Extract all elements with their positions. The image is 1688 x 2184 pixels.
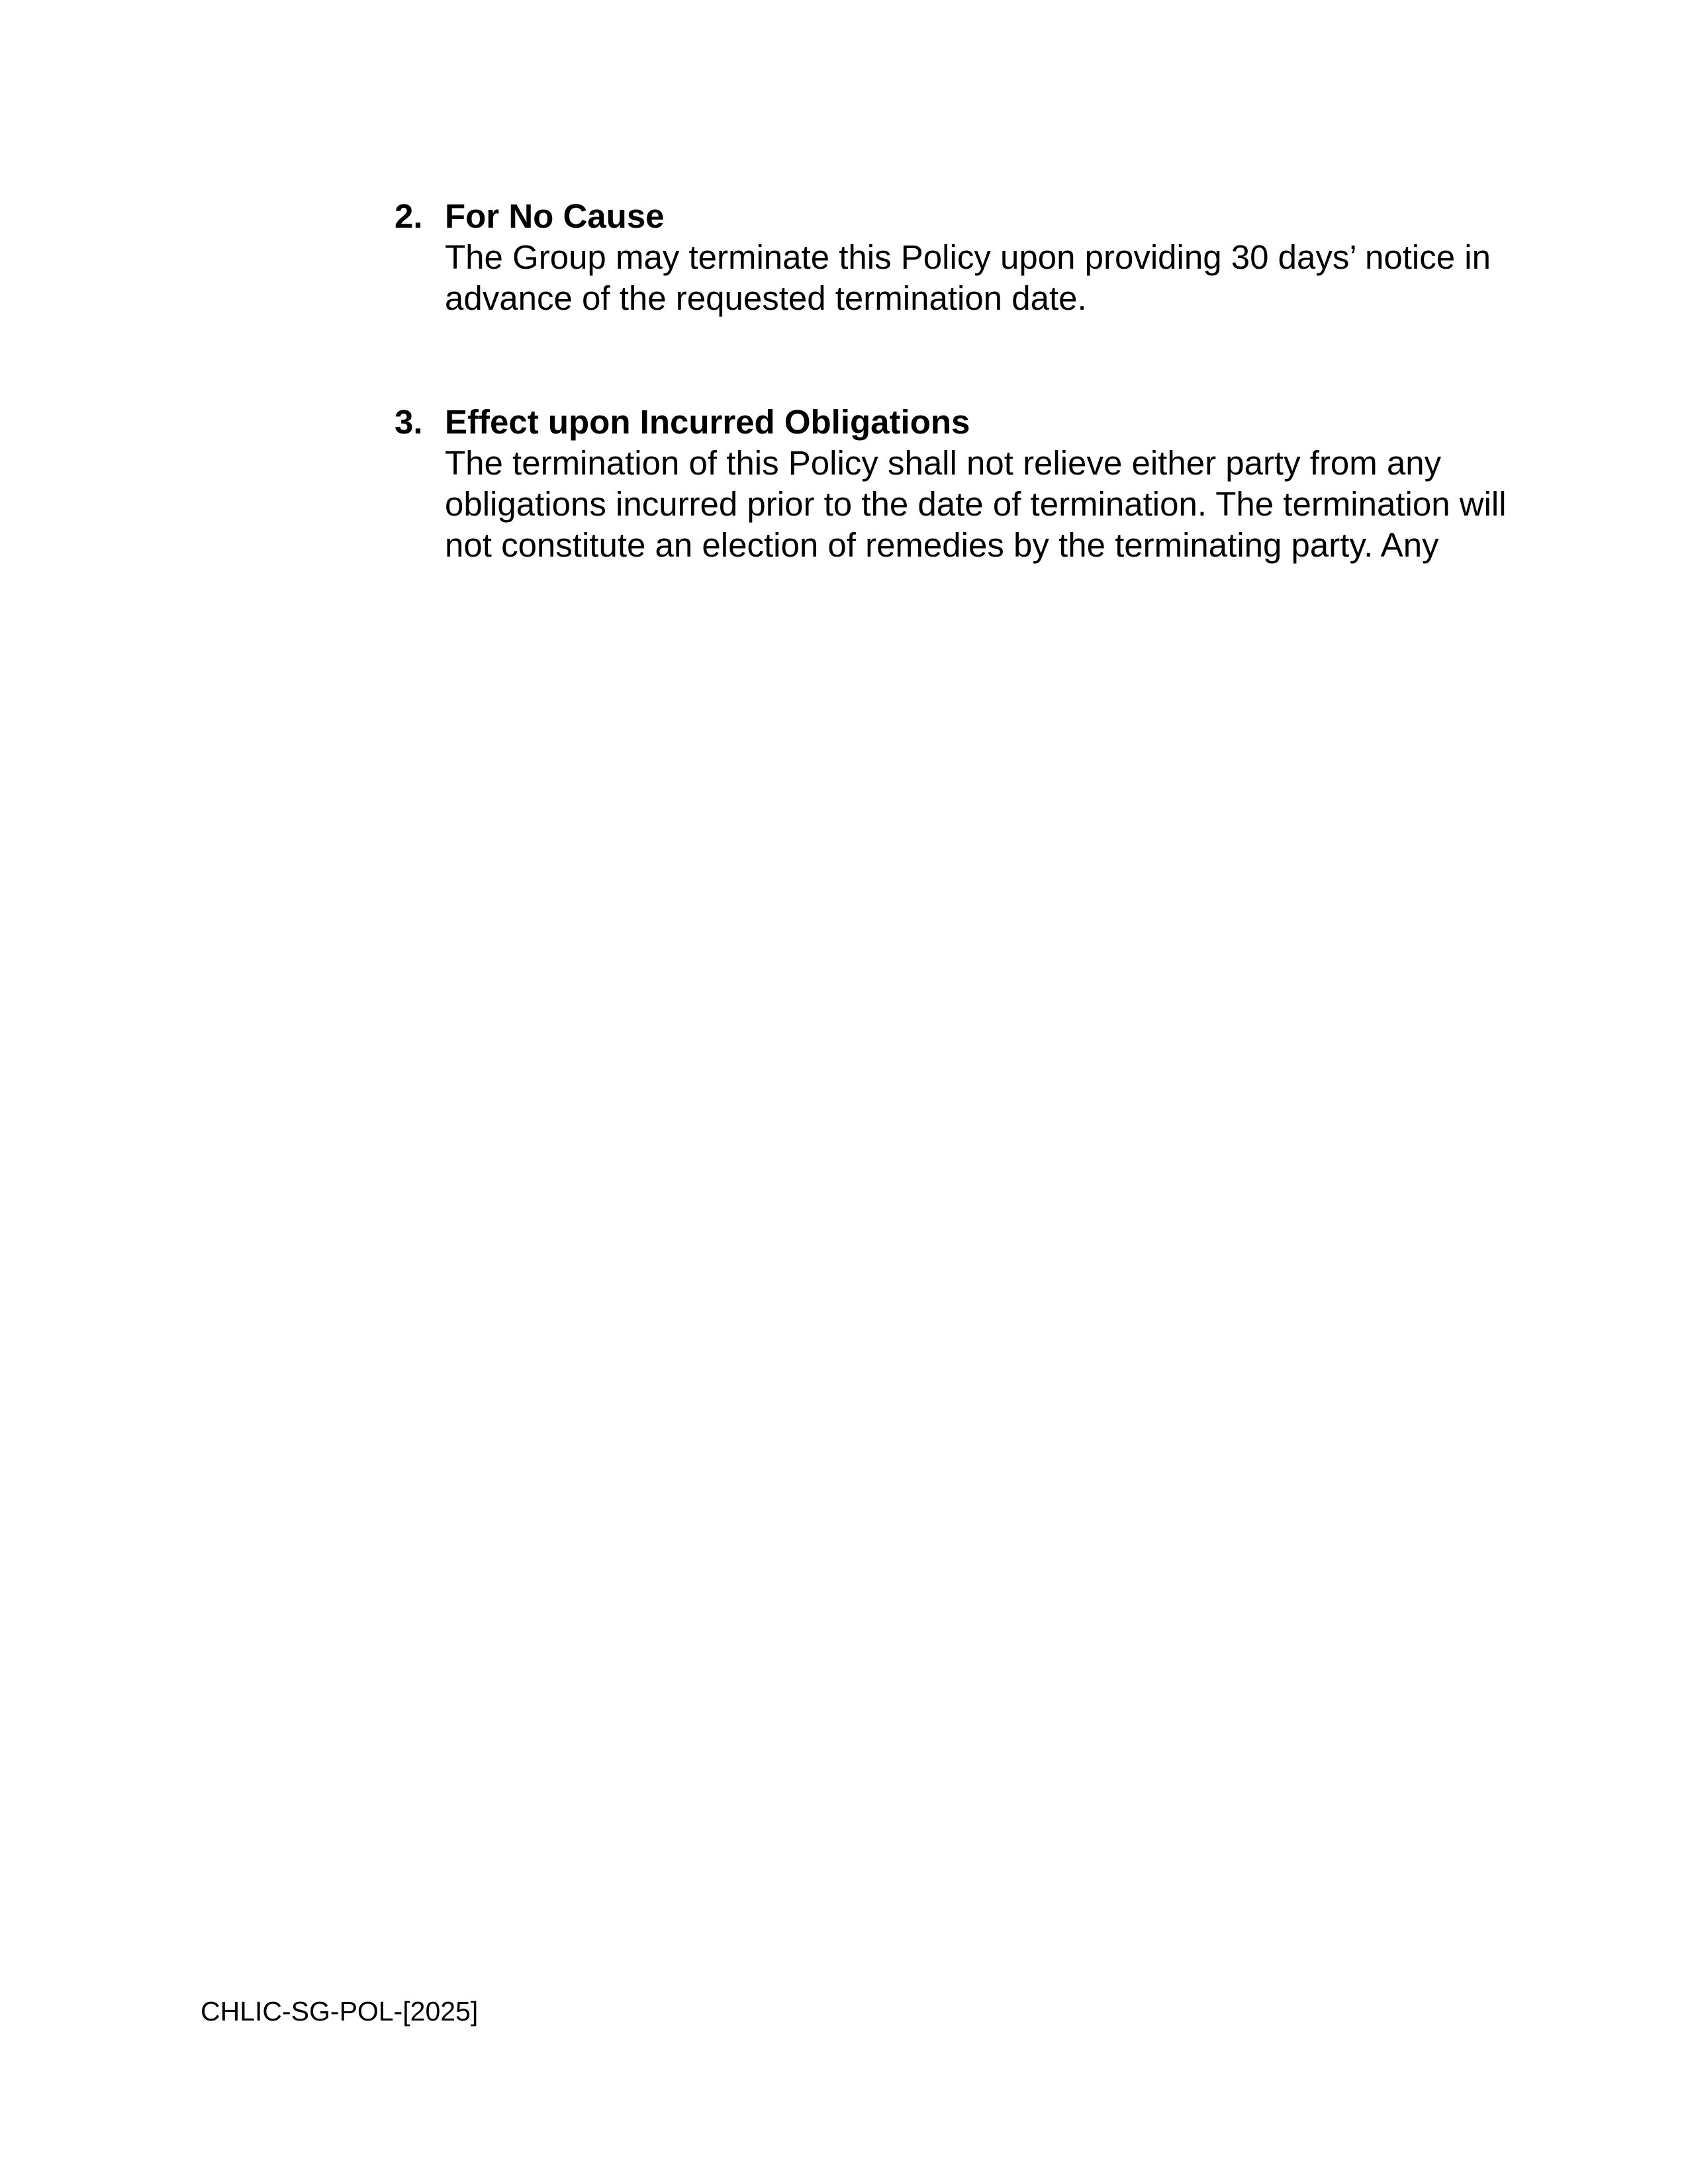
section-title: Effect upon Incurred Obligations [445, 403, 970, 441]
section-body [445, 237, 1507, 319]
body-line: not constitute an election of remedies by the terminating party. Any [445, 526, 1439, 564]
section-title: For No Cause [445, 197, 665, 235]
section-for-no-cause [395, 196, 1507, 319]
section-effect-upon-incurred-obligations [395, 402, 1507, 566]
body-line: The termination of this Policy shall not relieve either party from any [445, 444, 1442, 482]
section-number: 3. [395, 403, 423, 441]
body-line: The Group may terminate this Policy upon providing 30 days’ notice in [445, 238, 1491, 276]
footer-form-number: CHLIC-SG-POL-[2025] [201, 1996, 479, 2026]
section-body [445, 443, 1507, 566]
body-line: advance of the requested termination date. [445, 279, 1087, 317]
section-heading [395, 196, 1507, 237]
body-line: obligations incurred prior to the date of termination. The termination will [445, 485, 1507, 523]
section-heading [395, 402, 1507, 443]
section-number: 2. [395, 197, 423, 235]
